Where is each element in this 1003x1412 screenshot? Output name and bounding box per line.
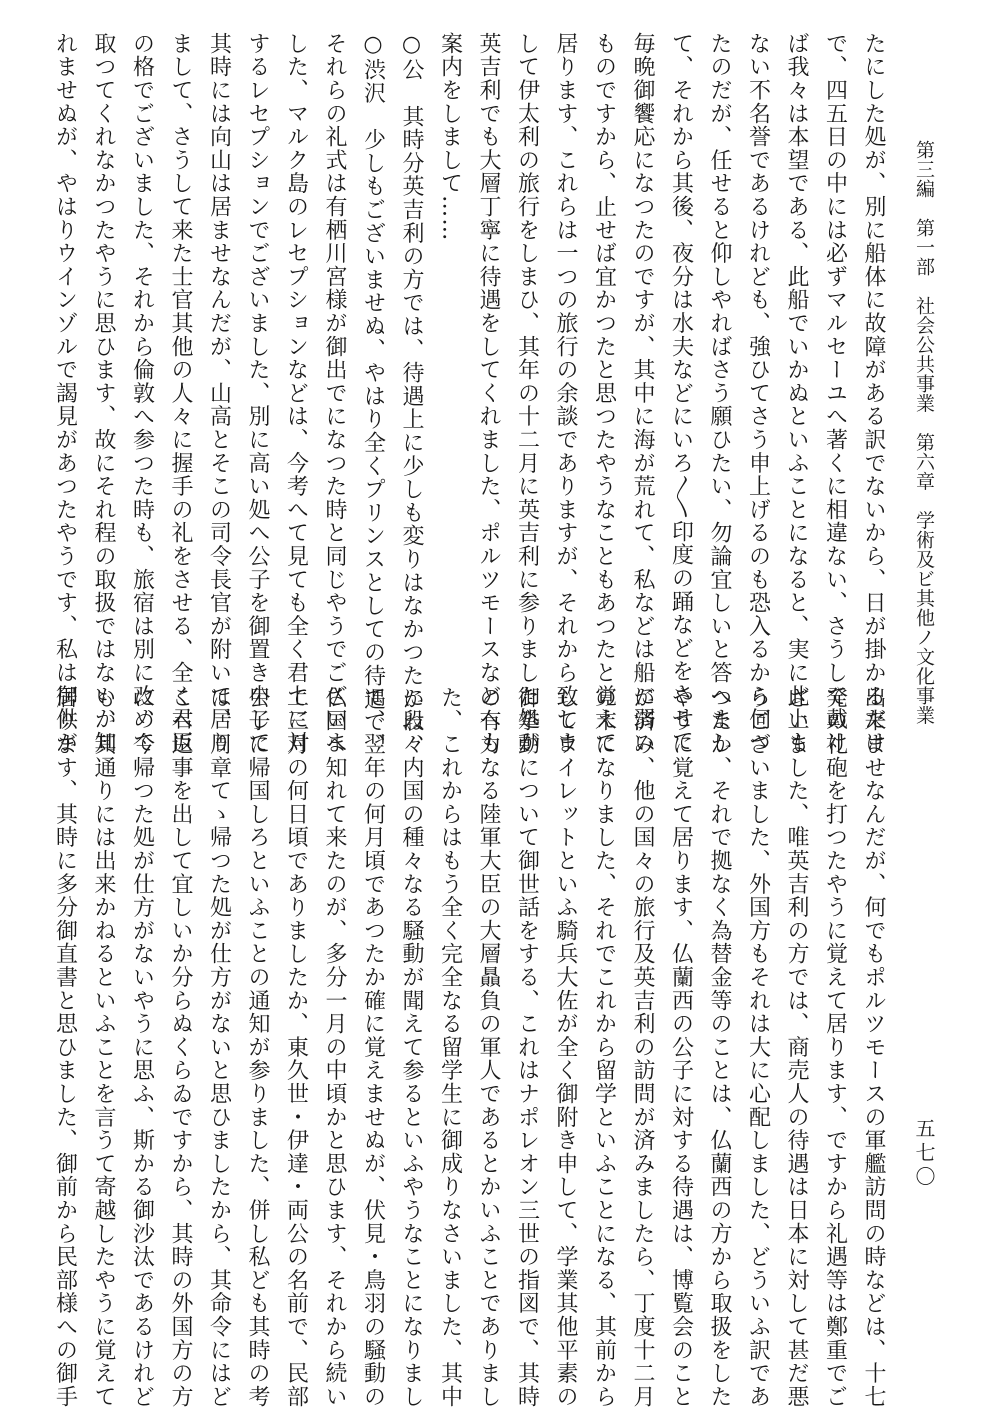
text-line: て、それから其後、夜分は水夫などにいろ〳〵印度の踊などをさせて	[668, 32, 694, 753]
text-line: してウイレットといふ騎兵大佐が全く御附き申して、学業其他平素の	[553, 686, 578, 1409]
text-line: ざいました、唯英吉利の方では、商売人の待遇は日本に対して甚だ悪	[784, 686, 809, 1409]
text-line: て三月の何日頃でありましたか、東久世・伊達・両公の名前で、民部	[283, 686, 309, 1409]
text-line: が済み、他の国々の旅行及英吉利の訪問が済みましたら、丁度十二月	[630, 686, 655, 1409]
text-line: まして、さうして来た士官其他の人々に握手の礼をさせる、全く君臣	[168, 32, 193, 755]
text-line: ない不名誉であるけれども、強ひてさう申上げるのも恐入るから伺つ	[745, 32, 771, 755]
text-line: 其時には向山は居ませなんだが、山高とそこの司令長官が附いて居り	[206, 32, 232, 755]
text-line: の末になりました、それでこれから留学といふことになる、其前から	[591, 686, 617, 1409]
text-line: つたか、それで拠なく為替金等のことは、仏蘭西の方から取扱をした	[707, 686, 732, 1409]
text-line: 案内をしまして……	[437, 32, 463, 242]
text-line: たのだが、任せると仰しやればさう願ひたい、勿論宜しいと答へまし	[707, 32, 732, 755]
text-line: 公子に帰国しろといふことの通知が参りました、併し私ども其時の考	[245, 686, 270, 1409]
upper-text-block	[52, 32, 892, 758]
text-line: 居ります、其時に多分御直書と思ひました、御前から民部様への御手	[52, 686, 78, 1409]
text-line: 御挙動について御世話をする、これはナポレオン三世の指図で、其時	[514, 686, 540, 1409]
text-line: 居ります、これらは一つの旅行の余談でありますが、それから致しま	[553, 32, 578, 755]
text-line: れませぬが、やはりウインゾルで謁見があつたやうです、私は御供が	[52, 32, 78, 755]
text-line: も、其通りには出来かねるといふことを言うて寄越したやうに覚えて	[91, 686, 116, 1409]
text-line: たにした処が、別に船体に故障がある訳でないから、日が掛かるだけ	[861, 32, 886, 755]
text-line: それらの礼式は有栖川宮様が御出でになつた時と同じやうでございま	[322, 32, 347, 755]
text-line: に、今帰つた処が仕方がないやうに思ふ、斯かる御沙汰であるけれど	[129, 686, 155, 1409]
text-line: した、マルク島のレセプションなどは、今考へて見ても全く君上に対	[283, 32, 309, 755]
page-number: 五七〇	[912, 1118, 936, 1190]
running-header: 第三編 第一部 社会公共事業 第六章 学術及ビ其他ノ文化事業	[913, 140, 935, 725]
text-line: て、翌年の何月頃であつたか確に覚えませぬが、伏見・鳥羽の騒動の	[360, 686, 386, 1409]
text-line: 仏国へ知れて来たのが、多分一月の中頃かと思ひます、それから続い	[322, 686, 347, 1409]
lower-text-block	[52, 686, 892, 1409]
text-line: ば我々は本望である、此船でいかぬといふことになると、実に此上も	[784, 32, 809, 755]
dialogue-line: ○公 其時分英吉利の方では、待遇上に少しも変りはなかつたかね、	[399, 32, 424, 758]
text-line: するレセプションでございました、別に高い処へ公子を御置き申して	[245, 32, 270, 755]
text-line: た、これからはもう全く完全なる留学生に御成りなさいました、其中	[437, 686, 463, 1409]
text-line: の有力なる陸軍大臣の大層贔負の軍人であるとかいふことでありまし	[476, 686, 501, 1409]
text-line: うございました、外国方もそれは大に心配しました、どういふ訳であ	[745, 686, 771, 1409]
text-line: で、四五日の中には必ずマルセーユへ著くに相違ない、さうして戴け	[822, 32, 848, 755]
text-line: 出来ませなんだが、何でもポルツモースの軍艦訪問の時などは、十七	[861, 686, 886, 1409]
text-line: やうに覚えて居ります、仏蘭西の公子に対する待遇は、博覧会のこと	[668, 686, 694, 1409]
text-line: ものですから、止せば宜かつたと思つたやうなこともあつたと覚えて	[591, 32, 617, 755]
text-line: 毎晩御饗応になつたのですが、其中に海が荒れて、私などは船に弱い	[630, 32, 655, 755]
dialogue-line: ○渋沢 少しもございませぬ、やはり全くプリンスとしての待遇で、	[360, 32, 386, 758]
text-line: は、周章てゝ帰つた処が仕方がないと思ひましたから、其命令にはど	[206, 686, 232, 1409]
text-line: こへ返事を出して宜しいか分らぬくらゐですから、其時の外国方の方	[168, 686, 193, 1409]
text-line: して伊太利の旅行をしまひ、其年の十二月に英吉利に参りました処が	[514, 32, 540, 755]
text-line: 取つてくれなかつたやうに思ひます、故にそれ程の取扱ではないか知	[91, 32, 116, 755]
text-line: に段々内国の種々なる騒動が聞えて参るといふやうなことになりまし	[399, 686, 424, 1409]
text-line: 発の礼砲を打つたやうに覚えて居ります、ですから礼遇等は鄭重でご	[822, 686, 848, 1409]
text-line: 英吉利でも大層丁寧に待遇をしてくれました、ポルツモースなどへも	[476, 32, 501, 755]
text-line: の格でございました、それから倫敦へ参つた時も、旅宿は別に改めて	[129, 32, 155, 755]
